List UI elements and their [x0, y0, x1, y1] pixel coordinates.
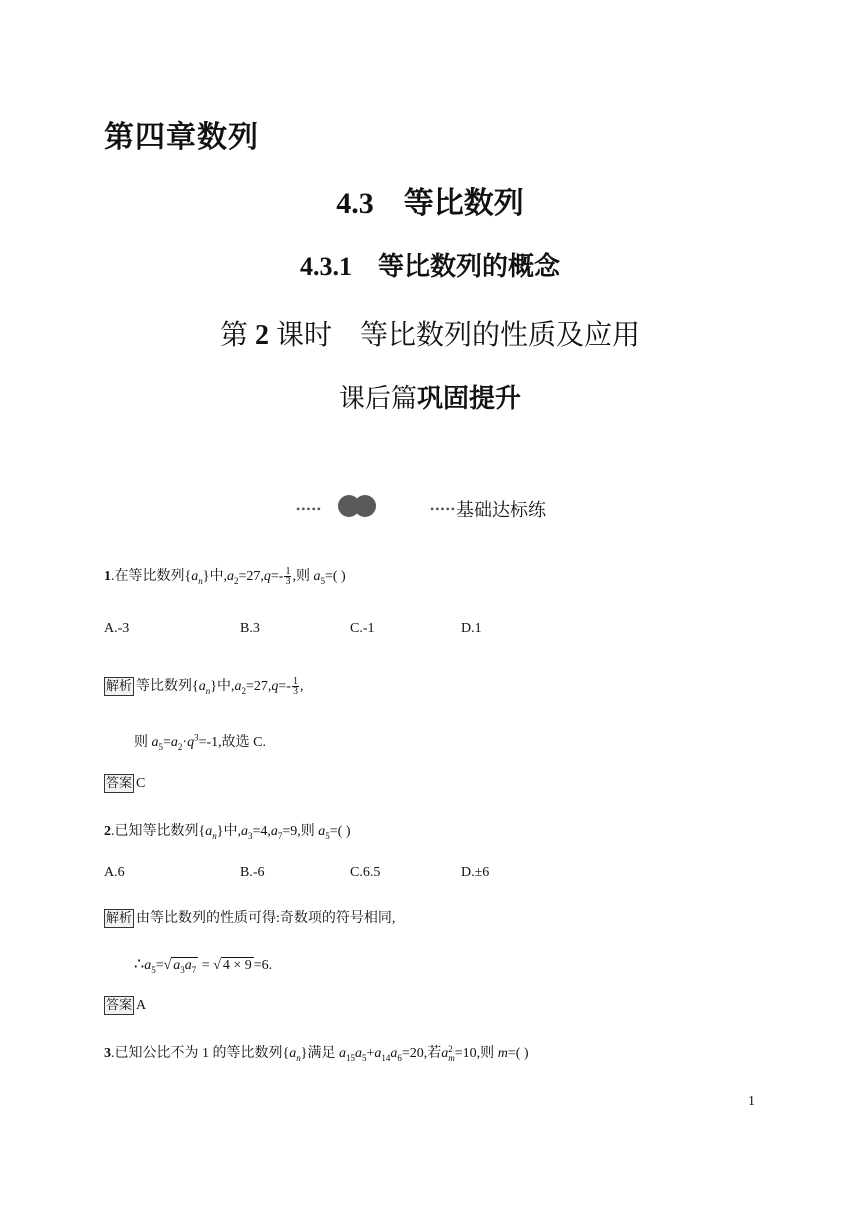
- section-title: 等比数列: [403, 187, 524, 220]
- section-heading: [0, 178, 860, 222]
- q1-analysis-fraction: [292, 677, 299, 696]
- subsection-heading: [0, 246, 860, 283]
- q2-stem-a: .已知等比数列{: [111, 824, 206, 839]
- q1-stem-a: .在等比数列{: [111, 569, 192, 584]
- practice-heading-bold: 巩固提升: [417, 384, 522, 414]
- q1-analysis: 解析 等比数列$\{a_n\}$中$,a_2=27,q=-$ $\frac{1}{3}$ ,: [106, 676, 304, 698]
- q1-option-a[interactable]: A.-3: [104, 621, 130, 636]
- q1-analysis-frac-den: 3: [292, 686, 298, 698]
- divider-ornament: [296, 492, 386, 522]
- q1-stem-f: =( ): [324, 569, 346, 584]
- q3-stem-a: .已知公比不为 1 的等比数列{: [111, 1046, 290, 1061]
- q2-analysis: [104, 907, 395, 928]
- q1-step-c: ·: [182, 735, 188, 750]
- q2-step-b: =: [155, 958, 164, 973]
- q1-answer-tag: 答案: [106, 776, 133, 791]
- q3-stem-f: =( ): [507, 1046, 529, 1061]
- page-number: 1: [748, 1094, 755, 1109]
- q3-stem-b: }满足: [300, 1046, 339, 1061]
- subsection-number: 4.3.1: [299, 252, 352, 281]
- q2-option-d[interactable]: D.±6: [461, 865, 490, 880]
- basic-practice-text: 基础达标练: [456, 500, 547, 520]
- practice-heading-plain: 课后篇: [338, 384, 417, 413]
- q2-option-b[interactable]: B.-6: [240, 865, 265, 880]
- q2-option-a[interactable]: A.6: [104, 865, 125, 880]
- q2-sqrt-1: $a_3a_7$: [173, 958, 197, 975]
- q2-sqrt-2: 4 × 9: [222, 958, 252, 973]
- q2-option-c[interactable]: C.6.5: [350, 865, 381, 880]
- divider-dots-right: •••••: [430, 502, 457, 516]
- q2-stem-d: =9,则: [282, 824, 319, 839]
- q1-number: 1: [104, 569, 111, 584]
- q2-step-c: =: [198, 958, 214, 973]
- q3-stem: 3.已知公比不为 1 的等比数列$\{a_n\}$满足 $a_{15}a_5+a_{14}a_6=20$,若a 2 m =10,则 m=( ): [104, 1043, 529, 1063]
- lesson-heading: [0, 313, 860, 353]
- q1-frac-den: 3: [285, 576, 291, 588]
- practice-heading: [0, 378, 860, 415]
- q1-analysis-frac-num: 1: [292, 676, 298, 688]
- q2-stem-c: =4,: [252, 824, 271, 839]
- q1-fraction: [284, 567, 291, 586]
- subsection-title: 等比数列的概念: [377, 252, 560, 281]
- q1-analysis-c: =27,: [245, 679, 272, 694]
- q3-stem-c: +: [366, 1046, 375, 1061]
- q2-answer-tag: 答案: [106, 998, 133, 1013]
- lesson-suffix: 课时: [275, 320, 332, 351]
- q1-analysis-frac-sign: -: [286, 679, 291, 694]
- q1-answer: [104, 774, 145, 793]
- q3-number: 3: [104, 1046, 111, 1061]
- q1-analysis-e: ,: [299, 679, 304, 694]
- q2-analysis-tag: 解析: [106, 911, 133, 926]
- circle-icon-2: [354, 495, 376, 517]
- q2-step-e: =6.: [253, 958, 273, 973]
- q1-option-c[interactable]: C.-1: [350, 621, 375, 636]
- lesson-title: 等比数列的性质及应用: [360, 320, 641, 351]
- q2-step-a: ∴: [134, 956, 145, 973]
- q1-answer-value: C: [136, 776, 146, 791]
- q2-stem-e: =( ): [329, 824, 351, 839]
- q1-option-b[interactable]: B.3: [240, 621, 260, 636]
- q1-option-d[interactable]: D.1: [461, 621, 482, 636]
- q2-stem: 2.已知等比数列$\{a_n\}$中$,a_3=4,a_7=9$,则 $a_5=$( ): [104, 824, 351, 841]
- chapter-title: 第四章数列: [104, 120, 259, 155]
- q2-analysis-text: 由等比数列的性质可得:奇数项的符号相同,: [136, 911, 396, 926]
- q2-answer: [104, 996, 146, 1015]
- q1-analysis-b: }中,: [210, 679, 235, 694]
- divider-dots-left: •••••: [296, 502, 323, 516]
- q2-number: 2: [104, 824, 111, 839]
- q1-stem-b: }中,: [202, 569, 227, 584]
- lesson-prefix: 第: [219, 320, 248, 351]
- q1-step-b: =: [163, 735, 171, 750]
- q1-stem-c: =27,: [238, 569, 264, 584]
- lesson-number: 2: [254, 320, 269, 351]
- q1-step-d: =-1,故选 C.: [198, 735, 266, 750]
- section-number: 4.3: [336, 187, 374, 220]
- q1-analysis-a: 等比数列{: [136, 679, 199, 694]
- q1-stem-e: ,则: [292, 569, 314, 584]
- q2-answer-value: A: [136, 998, 147, 1013]
- q1-stem-d: =: [270, 569, 279, 584]
- q1-analysis-tag: 解析: [106, 679, 133, 694]
- q2-stem-b: }中,: [216, 824, 241, 839]
- q1-frac-num: 1: [285, 566, 291, 578]
- q3-stem-d: =20,若: [401, 1046, 442, 1061]
- q1-solution-step: 则 $a_5=a_2\cdot q^3=-1$,故选 C.: [134, 732, 266, 752]
- q1-step-a: 则: [134, 735, 152, 750]
- q1-analysis-d: =: [278, 679, 287, 694]
- q1-frac-sign: -: [278, 569, 284, 584]
- basic-practice-label: [430, 496, 546, 522]
- q3-stem-e: =10,则: [454, 1046, 498, 1061]
- q1-stem: 1.在等比数列$\{a_n\}$中$,a_2=27,q=-$ $\frac{1}{3}$ ,则 $a_5=$( ): [104, 566, 346, 588]
- q2-solution-step: $\therefore a_5=√$ $a_3a_7$ = √ 4 × 9 =6.: [134, 956, 273, 975]
